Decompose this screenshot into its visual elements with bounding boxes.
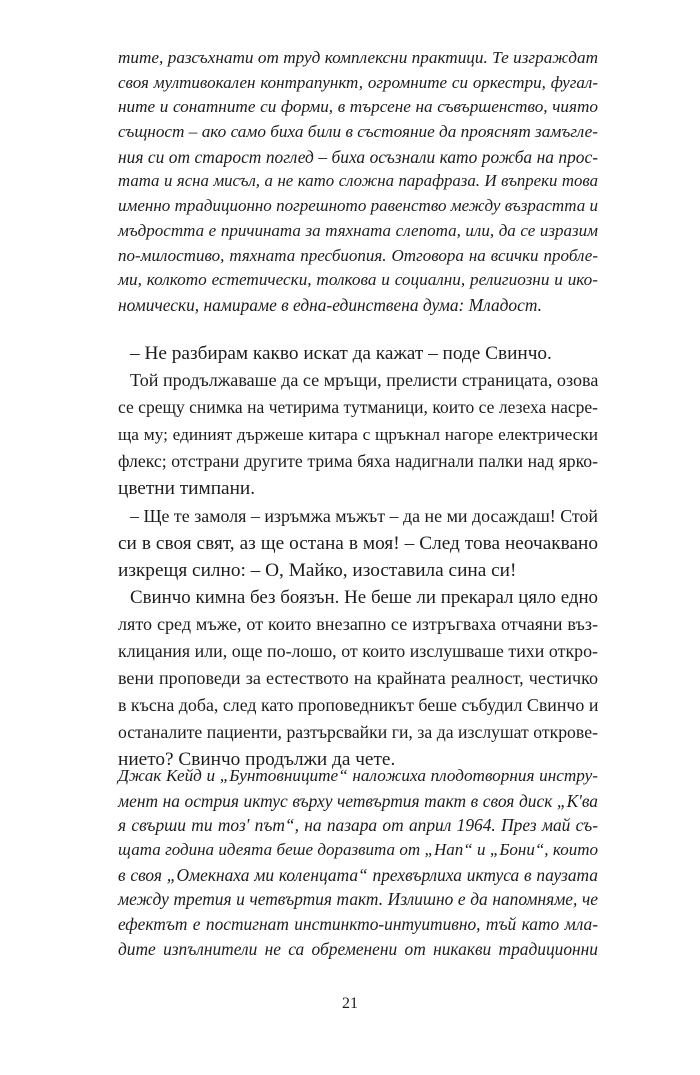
quote-line: същност – ако само биха били в състояние да прояснят замъгле- [118, 122, 598, 142]
narrative-line: в късна доба, след като проповедникът беше събудил Свинчо и [118, 695, 599, 716]
narrative-line: ща му; единият държеше китара с щръкнал нагоре електрически [118, 425, 598, 445]
narrative-line: останалите пациенти, разтърсвайки ги, за да изслушат откровe- [118, 722, 598, 743]
page-number: 21 [342, 995, 358, 1012]
quote-line: ми, колкото естетически, толкова и социални, религиозни и ико- [118, 270, 598, 290]
quote-line: своя мултивокален контрапункт, огромните си оркестри, фугал- [118, 72, 598, 92]
quote-line: дите изпълнители не са обременени от никакви традиционни [118, 938, 598, 959]
narrative-line: флекс; отстрани другите трима бяха надигнали палки над ярко- [118, 451, 598, 472]
quote-block-top [118, 46, 598, 318]
quote-line: мент на острия иктус върху четвъртия такт в своя диск „К'ва [118, 790, 598, 811]
narrative-line: нието? Свинчо продължи да чете. [118, 749, 396, 771]
quote-line: ните и сонатните си форми, в търсене на съвършенство, чиято [118, 97, 598, 117]
quote-line: в своя „Омекнаха ми коленцата“ прехвърлиха иктуса в паузата [118, 864, 598, 885]
quote-line: номически, намираме в една-единствена дума: Младост. [118, 294, 542, 315]
quote-line: ефектът е постигнат инстинкто-интуитивно, тъй като мла- [118, 914, 598, 935]
narrative-line: цветни тимпани. [118, 478, 256, 500]
narrative-line: изкрещя силно: – О, Майко, изоставила сина си! [118, 559, 517, 581]
narrative-line: се срещу снимка на четирима тутманици, които се лезеха насре- [118, 397, 598, 418]
quote-line: ния си от старост поглед – биха осъзнали като рожба на прос- [118, 146, 598, 167]
narrative-line: клицания или, още по-лошо, от които изслушваше тихи откро- [118, 641, 598, 662]
quote-line: тата и ясна мисъл, а не като сложна парафраза. И въпреки това [118, 171, 598, 191]
narrative-line: лято сред мъже, от които внезапно се изтръгваха отчаяни въз- [118, 613, 598, 634]
narrative-line: Той продължаваше да се мръщи, прелисти страницата, озова [130, 370, 599, 391]
quote-line: щата година идеята беше доразвита от „Нап“ и „Бони“, които [118, 840, 598, 860]
quote-line: тите, разсъхнати от труд комплексни практици. Те изграждат [118, 48, 598, 67]
narrative-line: – Ще те замоля – изръмжа мъжът – да не ми досаждаш! Стой [130, 505, 598, 526]
narrative-line: Свинчо кимна без боязън. Не беше ли прекарал цяло едно [130, 586, 598, 608]
quote-line: Джак Кейд и „Бунтовниците“ наложиха плодотворния инстру- [118, 766, 598, 785]
quote-line: мъдростта е причината за тяхната слепота, или, да се изразим [118, 220, 598, 240]
quote-line: я свърши ти тоз' път“, на пазара от април 1964. През май съ- [118, 815, 598, 836]
narrative-line: вени проповеди за естеството на крайната реалност, честичко [118, 668, 598, 689]
quote-line: по-милостиво, тяхната пресбиопия. Отговора на всички пробле- [118, 245, 598, 265]
narrative-text [118, 340, 598, 774]
narrative-line: си в своя свят, аз ще остана в моя! – След това неочаквано [118, 532, 598, 554]
quote-line: между третия и четвъртия такт. Излишно е да напомняме, че [118, 889, 598, 910]
quote-block-bottom [118, 764, 598, 962]
narrative-line: – Не разбирам какво искат да кажат – поде Свинчо. [130, 343, 552, 364]
quote-line: именно традиционно погрешното равенство между възрастта и [118, 196, 598, 216]
